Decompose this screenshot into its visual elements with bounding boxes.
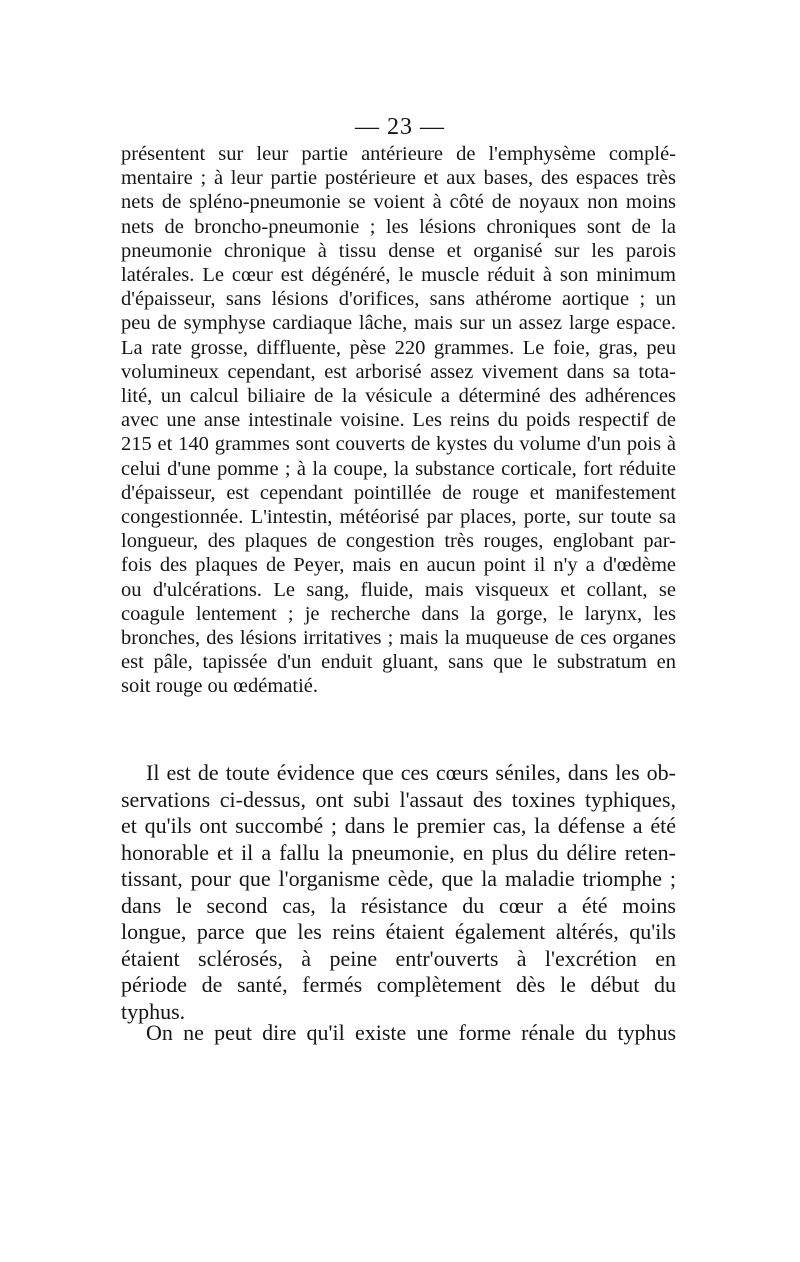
text-line: La rate grosse, diffluente, pèse 220 grammes. Le foie, gras, peu	[121, 336, 676, 359]
text-line: d'épaisseur, sans lésions d'orifices, sans athérome aortique ; un	[121, 288, 676, 311]
text-line: Il est de toute évidence que ces cœurs séniles, dans les ob-	[146, 760, 676, 785]
text-line: et qu'ils ont succombé ; dans le premier cas, la défense a été	[121, 813, 676, 838]
text-line: lité, un calcul biliaire de la vésicule a déterminé des adhérences	[121, 385, 676, 408]
text-line: servations ci-dessus, ont subi l'assaut des toxines typhiques,	[121, 786, 676, 812]
text-line: étaient sclérosés, à peine entr'ouverts à l'excrétion en	[121, 945, 676, 971]
text-line: peu de symphyse cardiaque lâche, mais sur un assez large espace.	[121, 312, 676, 335]
paragraph-autopsy-findings	[121, 142, 676, 699]
text-line: tissant, pour que l'organisme cède, que la maladie triomphe ;	[121, 866, 676, 891]
paragraph-renal-form	[121, 1020, 676, 1047]
text-line: 215 et 140 grammes sont couverts de kystes du volume d'un pois à	[121, 433, 676, 456]
text-line: longueur, des plaques de congestion très rouges, englobant par-	[121, 530, 676, 553]
text-line: d'épaisseur, est cependant pointillée de rouge et manifestement	[121, 481, 676, 504]
text-line: typhus.	[121, 998, 186, 1024]
text-line: On ne peut dire qu'il existe une forme rénale du typhus	[146, 1020, 676, 1045]
text-line: ou d'ulcérations. Le sang, fluide, mais visqueux et collant, se	[121, 578, 676, 601]
text-line: fois des plaques de Peyer, mais en aucun point il n'y a d'œdème	[121, 554, 676, 577]
text-line: nets de broncho-pneumonie ; les lésions chroniques sont de la	[121, 215, 676, 238]
text-line: honorable et il a fallu la pneumonie, en plus du délire reten-	[121, 839, 676, 865]
text-line: période de santé, fermés complètement dès le début du	[121, 972, 676, 997]
text-line: soit rouge ou œdématié.	[121, 675, 318, 698]
text-line: pneumonie chronique à tissu dense et organisé sur les parois	[121, 239, 676, 262]
text-line: nets de spléno-pneumonie se voient à côté de noyaux non moins	[121, 191, 676, 214]
text-line: mentaire ; à leur partie postérieure et aux bases, des espaces très	[121, 167, 676, 190]
text-line: dans le second cas, la résistance du cœur a été moins	[121, 892, 676, 918]
text-line: celui d'une pomme ; à la coupe, la substance corticale, fort réduite	[121, 457, 676, 480]
text-line: latérales. Le cœur est dégénéré, le muscle réduit à son minimum	[121, 264, 676, 287]
text-line: coagule lentement ; je recherche dans la gorge, le larynx, les	[121, 602, 676, 625]
paragraph-discussion	[121, 760, 676, 1025]
text-line: volumineux cependant, est arborisé assez vivement dans sa tota-	[121, 360, 676, 383]
text-line: est pâle, tapissée d'un enduit gluant, sans que le substratum en	[121, 651, 676, 674]
page-number: — 23 —	[355, 114, 445, 140]
text-line: congestionnée. L'intestin, météorisé par places, porte, sur toute sa	[121, 506, 676, 529]
text-line: bronches, des lésions irritatives ; mais la muqueuse de ces organes	[121, 627, 676, 650]
text-line: avec une anse intestinale voisine. Les reins du poids respectif de	[121, 409, 676, 432]
text-line: présentent sur leur partie antérieure de l'emphysème complé-	[121, 143, 676, 165]
text-line: longue, parce que les reins étaient également altérés, qu'ils	[121, 919, 676, 944]
